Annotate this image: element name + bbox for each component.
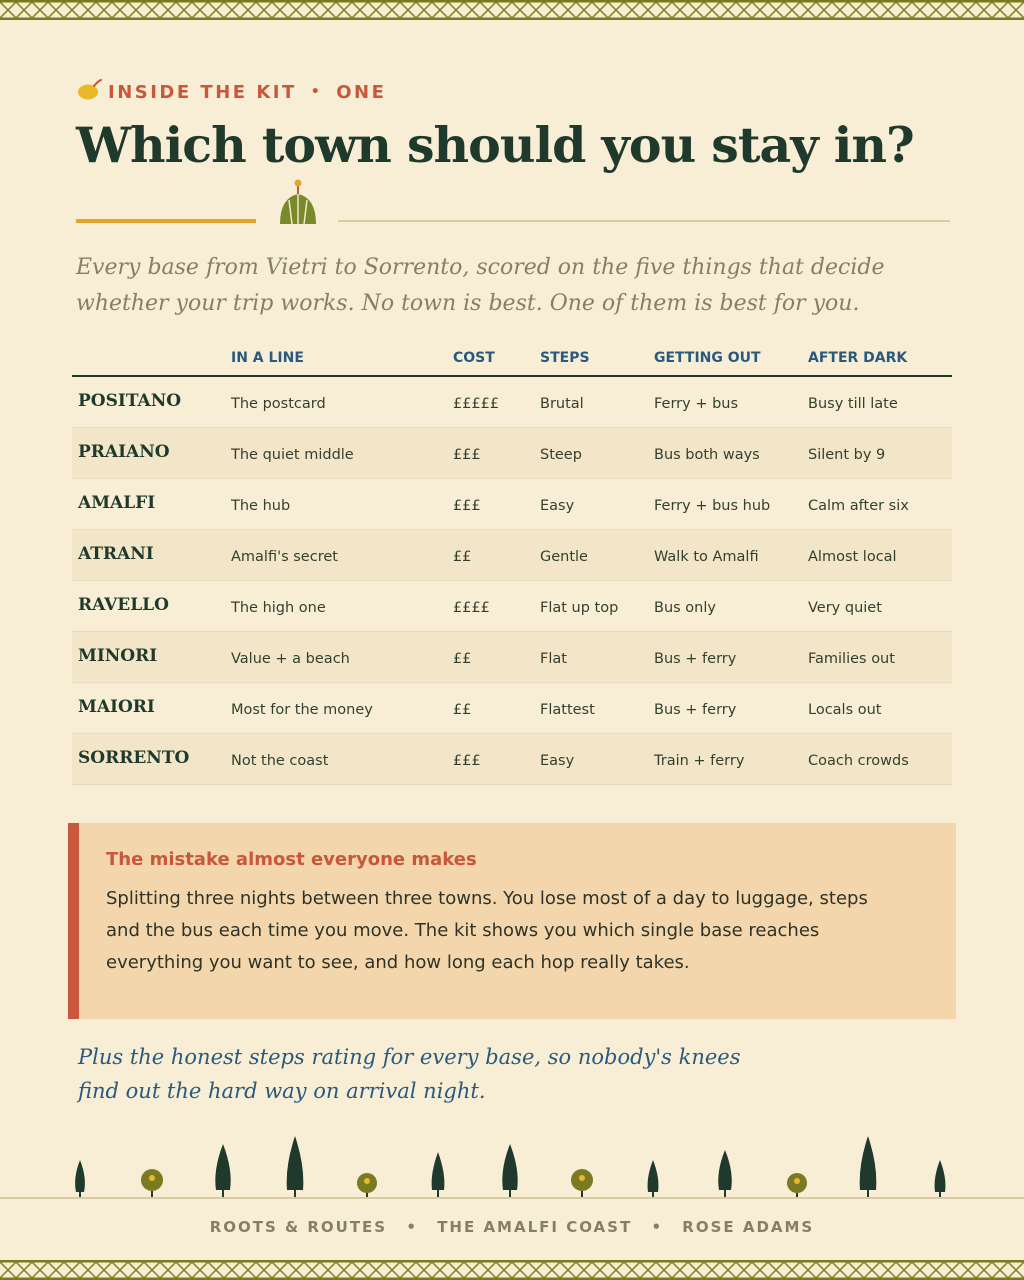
eyebrow-label: INSIDE THE KIT (108, 81, 297, 103)
getting-out-cell: Ferry + bus (654, 395, 739, 412)
prickly-pear-icon (276, 178, 320, 226)
lattice-pattern-icon (0, 1260, 1024, 1280)
after-dark-cell: Silent by 9 (808, 446, 886, 463)
cost-cell: ££££ (453, 599, 490, 616)
after-dark-cell: Coach crowds (808, 752, 909, 769)
table-row (72, 529, 952, 580)
steps-cell: Steep (540, 446, 582, 463)
after-dark-cell: Busy till late (808, 395, 898, 412)
table-row (72, 376, 952, 427)
cost-cell: £££ (453, 446, 481, 463)
lemon-icon (76, 78, 102, 100)
after-dark-cell: Almost local (808, 548, 897, 565)
in-a-line-cell: The hub (231, 497, 291, 514)
cost-cell: £££ (453, 752, 481, 769)
cypress-tree-icon (502, 1144, 517, 1198)
eyebrow-separator: • (310, 84, 323, 100)
getting-out-cell: Bus both ways (654, 446, 760, 463)
town-name: POSITANO (78, 391, 182, 411)
getting-out-cell: Train + ferry (654, 752, 745, 769)
title-divider (76, 178, 950, 228)
cost-cell: ££ (453, 650, 472, 667)
cost-cell: ££ (453, 548, 472, 565)
steps-cell: Gentle (540, 548, 588, 565)
table-row (72, 682, 952, 733)
cypress-tree-icon (215, 1144, 230, 1198)
column-header-steps: STEPS (540, 346, 654, 376)
steps-cell: Brutal (540, 395, 584, 412)
tan-rule (338, 220, 950, 222)
town-name: RAVELLO (78, 594, 169, 615)
table-row (72, 733, 952, 784)
steps-cell: Flattest (540, 701, 595, 718)
town-name: SORRENTO (78, 747, 190, 768)
town-name: ATRANI (78, 543, 154, 564)
cypress-tree-icon (75, 1160, 85, 1198)
table-header-row (72, 346, 952, 376)
column-header-after-dark: AFTER DARK (808, 346, 952, 376)
footer-separator: • (651, 1218, 664, 1236)
lemon-shrub-icon (141, 1169, 163, 1198)
footer-credits (0, 1218, 1024, 1236)
column-header-town (72, 346, 231, 376)
top-lattice-border (0, 0, 1024, 20)
cost-cell: £££££ (453, 395, 500, 412)
in-a-line-cell: Amalfi's secret (231, 548, 338, 565)
footer-region: THE AMALFI COAST (437, 1218, 633, 1236)
town-name: MAIORI (78, 696, 155, 717)
page-title: Which town should you stay in? (76, 116, 914, 174)
cypress-tree-icon (935, 1160, 946, 1198)
eyebrow-number: ONE (336, 81, 387, 103)
table-row (72, 478, 952, 529)
ground-line (0, 1197, 1024, 1199)
column-header-getting-out: GETTING OUT (654, 346, 808, 376)
lemon-shrub-icon (357, 1173, 377, 1198)
in-a-line-cell: The high one (231, 599, 326, 616)
table-row (72, 427, 952, 478)
town-name: AMALFI (78, 492, 156, 513)
in-a-line-cell: The quiet middle (231, 446, 354, 463)
gold-rule (76, 219, 256, 223)
cypress-tree-icon (648, 1160, 659, 1198)
steps-cell: Flat (540, 650, 567, 667)
lemon-shrub-icon (571, 1169, 593, 1198)
town-name: PRAIANO (78, 441, 170, 462)
after-dark-cell: Calm after six (808, 497, 909, 514)
cypress-tree-icon (718, 1150, 732, 1198)
steps-cell: Easy (540, 752, 575, 769)
footer-brand: ROOTS & ROUTES (209, 1218, 388, 1236)
getting-out-cell: Bus + ferry (654, 650, 737, 667)
column-header-in-a-line: IN A LINE (231, 346, 453, 376)
tree-row-illustration (0, 1128, 1024, 1202)
steps-cell: Flat up top (540, 599, 619, 616)
table-row (72, 580, 952, 631)
town-comparison-table (72, 346, 952, 785)
after-dark-cell: Locals out (808, 701, 882, 718)
cypress-tree-icon (287, 1136, 304, 1198)
after-dark-cell: Families out (808, 650, 895, 667)
lattice-pattern-icon (0, 0, 1024, 20)
getting-out-cell: Bus + ferry (654, 701, 737, 718)
lemon-shrub-icon (787, 1173, 807, 1198)
in-a-line-cell: Most for the money (231, 701, 373, 718)
in-a-line-cell: The postcard (231, 395, 326, 412)
bottom-lattice-border (0, 1260, 1024, 1280)
cypress-tree-icon (860, 1136, 877, 1198)
in-a-line-cell: Not the coast (231, 752, 329, 769)
cost-cell: ££ (453, 701, 472, 718)
eyebrow (76, 80, 386, 104)
steps-cell: Easy (540, 497, 575, 514)
getting-out-cell: Walk to Amalfi (654, 548, 759, 565)
table-row (72, 631, 952, 682)
mistake-callout (68, 823, 956, 1019)
in-a-line-cell: Value + a beach (231, 650, 350, 667)
cost-cell: £££ (453, 497, 481, 514)
callout-body: Splitting three nights between three towns. You lose most of a day to luggage, steps and the bus each time you move. The kit shows you which single base reaches everything you want to see, and how long each hop really takes. (106, 888, 868, 973)
callout-heading: The mistake almost everyone makes (106, 849, 477, 870)
after-dark-cell: Very quiet (808, 599, 882, 616)
town-name: MINORI (78, 645, 158, 666)
getting-out-cell: Ferry + bus hub (654, 497, 771, 514)
steps-rating-note: Plus the honest steps rating for every base, so nobody's knees find out the hard way on arrival night. (78, 1045, 741, 1103)
intro-text: Every base from Vietri to Sorrento, scored on the five things that decide whether your trip works. No town is best. One of them is best for you. (76, 255, 885, 316)
cypress-tree-icon (432, 1152, 445, 1198)
footer-author: ROSE ADAMS (682, 1218, 815, 1236)
footer-separator: • (406, 1218, 418, 1236)
column-header-cost: COST (453, 346, 540, 376)
getting-out-cell: Bus only (654, 599, 716, 616)
